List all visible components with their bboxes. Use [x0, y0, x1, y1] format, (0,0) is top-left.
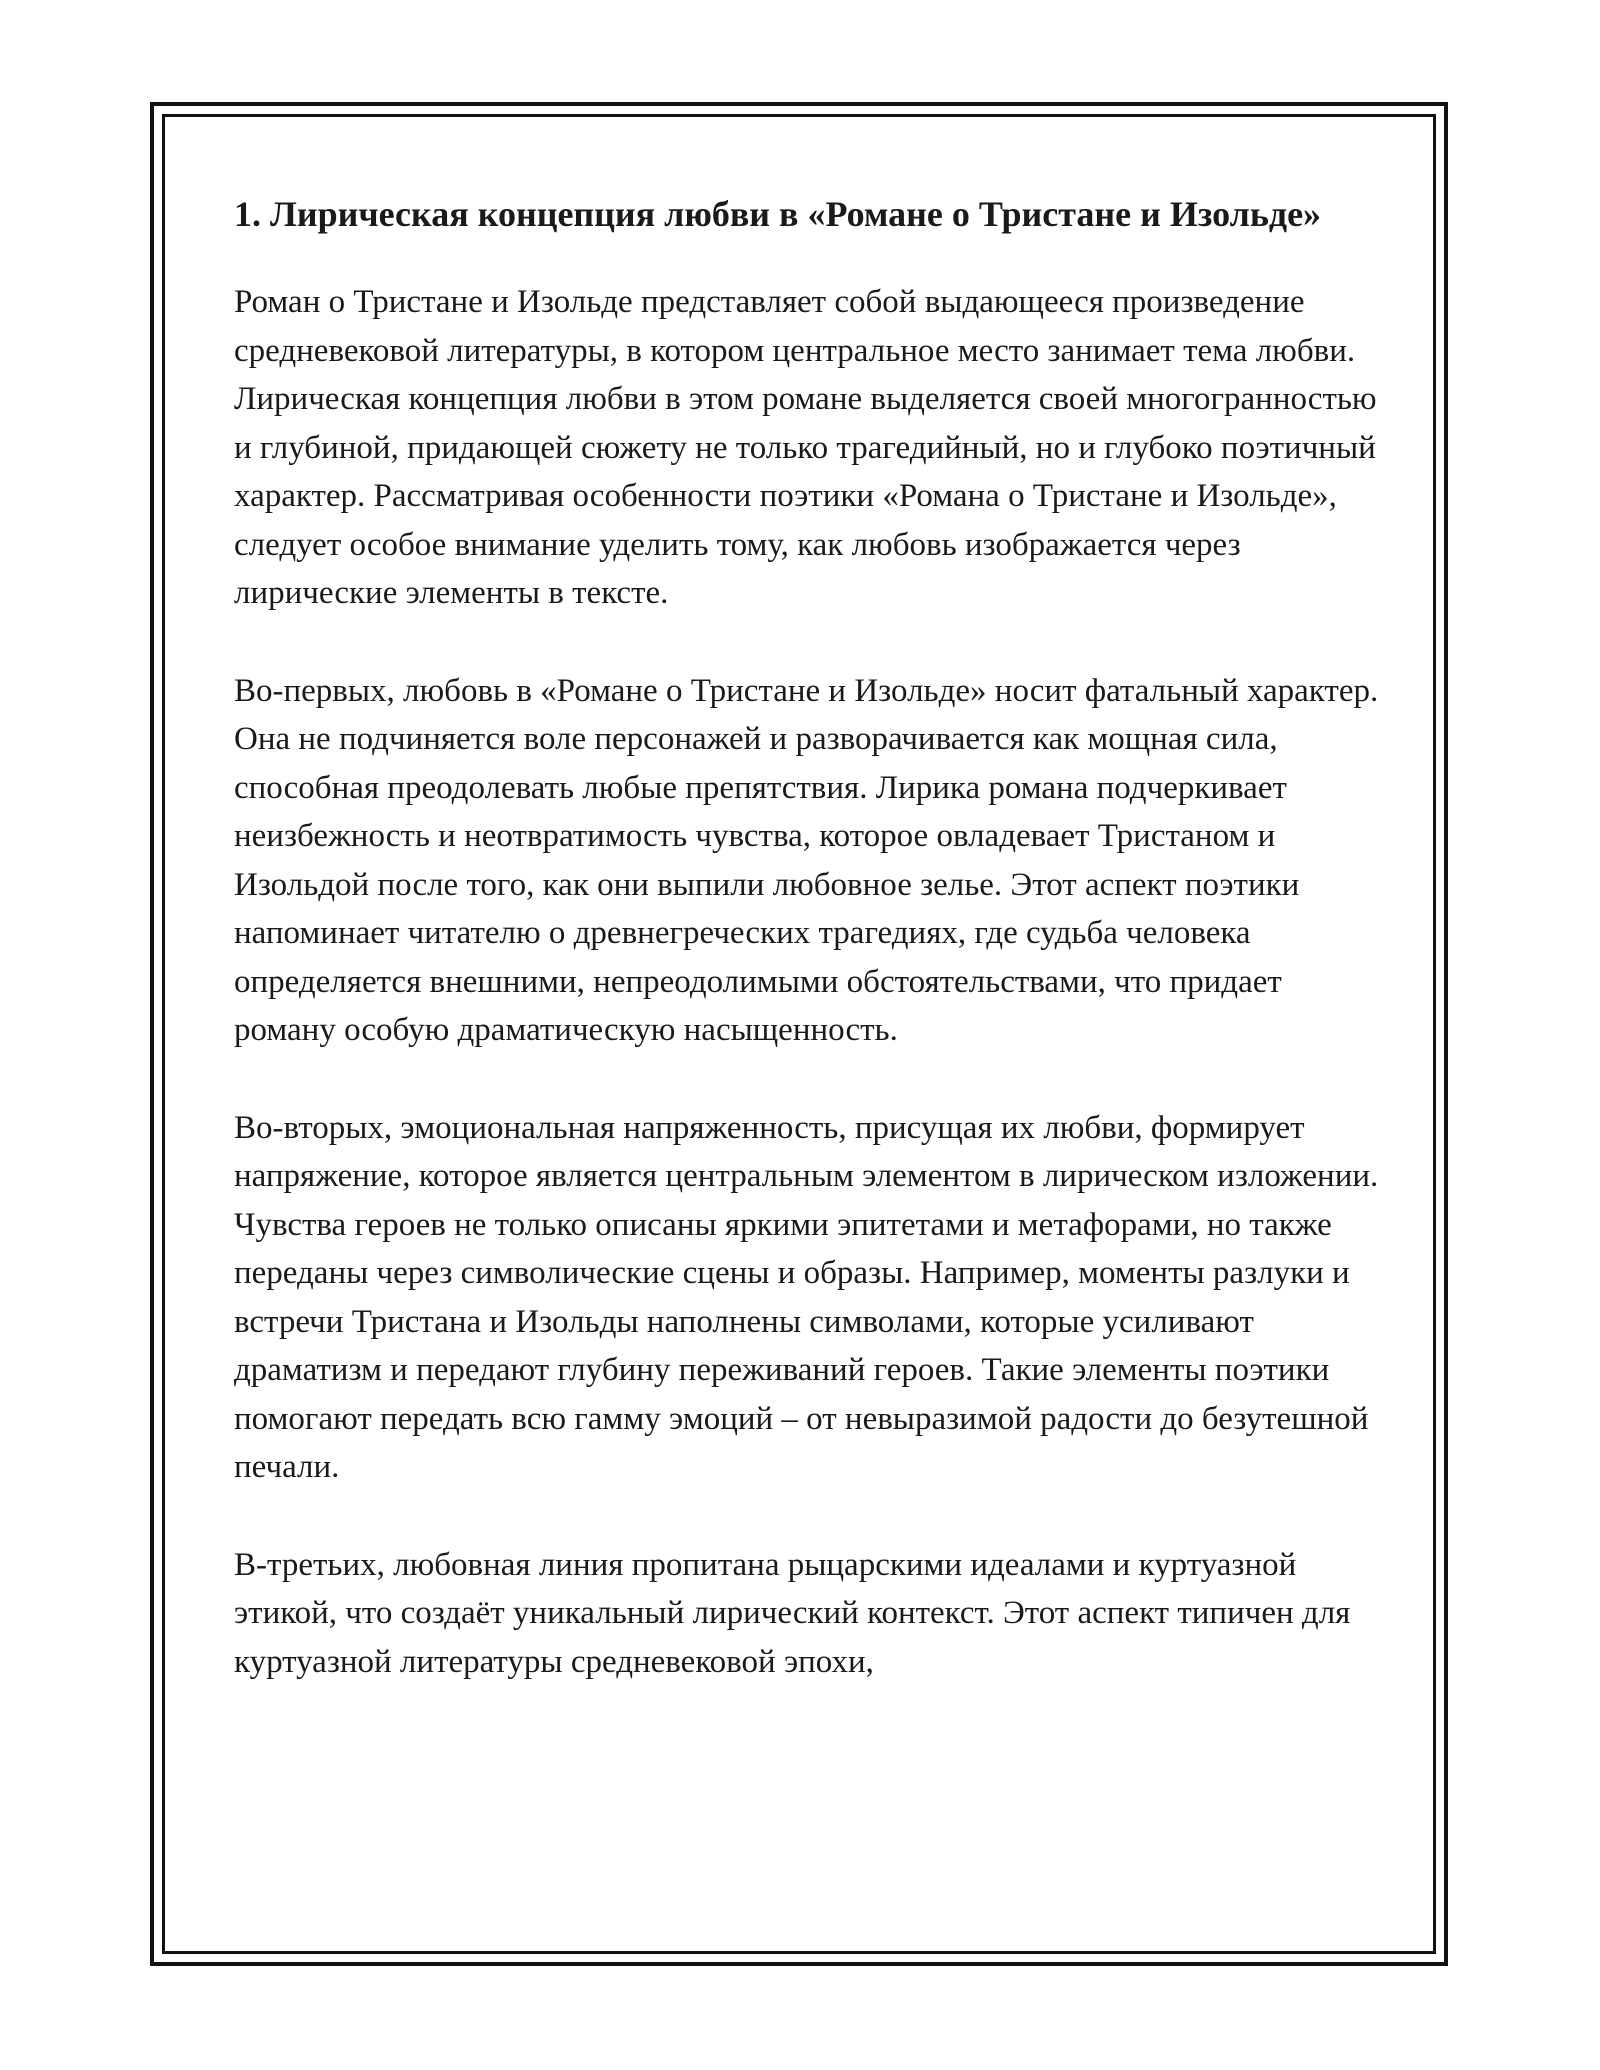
- document-body: [234, 186, 1384, 1735]
- paragraph-third: В-третьих, любовная линия пропитана рыцарскими идеалами и куртуазной этикой, что создаёт уникальный лирический контекст. Этот аспект типичен для куртуазной литературы средневековой эпохи,: [234, 1546, 1351, 1680]
- paragraph-first: Во-первых, любовь в «Романе о Тристане и Изольде» носит фатальный характер. Она не подчиняется воле персонажей и разворачивается как мощная сила, способная преодолевать любые препятствия. Лирика романа подчеркивает неизбежность и неотвратимость чувства, которое овладевает Тристаном и Изольдой после того, как они выпили любовное зелье. Этот аспект поэтики напоминает читателю о древнегреческих трагедиях, где судьба человека определяется внешними, непреодолимыми обстоятельствами, что придает роману особую драматическую насыщенность.: [234, 672, 1379, 1048]
- section-heading: 1. Лирическая концепция любви в «Романе о Тристане и Изольде»: [234, 194, 1322, 234]
- paragraph-intro: Роман о Тристане и Изольде представляет собой выдающееся произведение средневековой литературы, в котором центральное место занимает тема любви. Лирическая концепция любви в этом романе выделяется своей многогранностью и глубиной, придающей сюжету не только трагедийный, но и глубоко поэтичный характер. Рассматривая особенности поэтики «Романа о Тристане и Изольде», следует особое внимание уделить тому, как любовь изображается через лирические элементы в тексте.: [234, 284, 1377, 611]
- paragraph-second: Во-вторых, эмоциональная напряженность, присущая их любви, формирует напряжение, которое является центральным элементом в лирическом изложении. Чувства героев не только описаны яркими эпитетами и метафорами, но также переданы через символические сцены и образы. Например, моменты разлуки и встречи Тристана и Изольды наполнены символами, которые усиливают драматизм и передают глубину переживаний героев. Такие элементы поэтики помогают передать всю гамму эмоций – от невыразимой радости до безутешной печали.: [234, 1109, 1379, 1485]
